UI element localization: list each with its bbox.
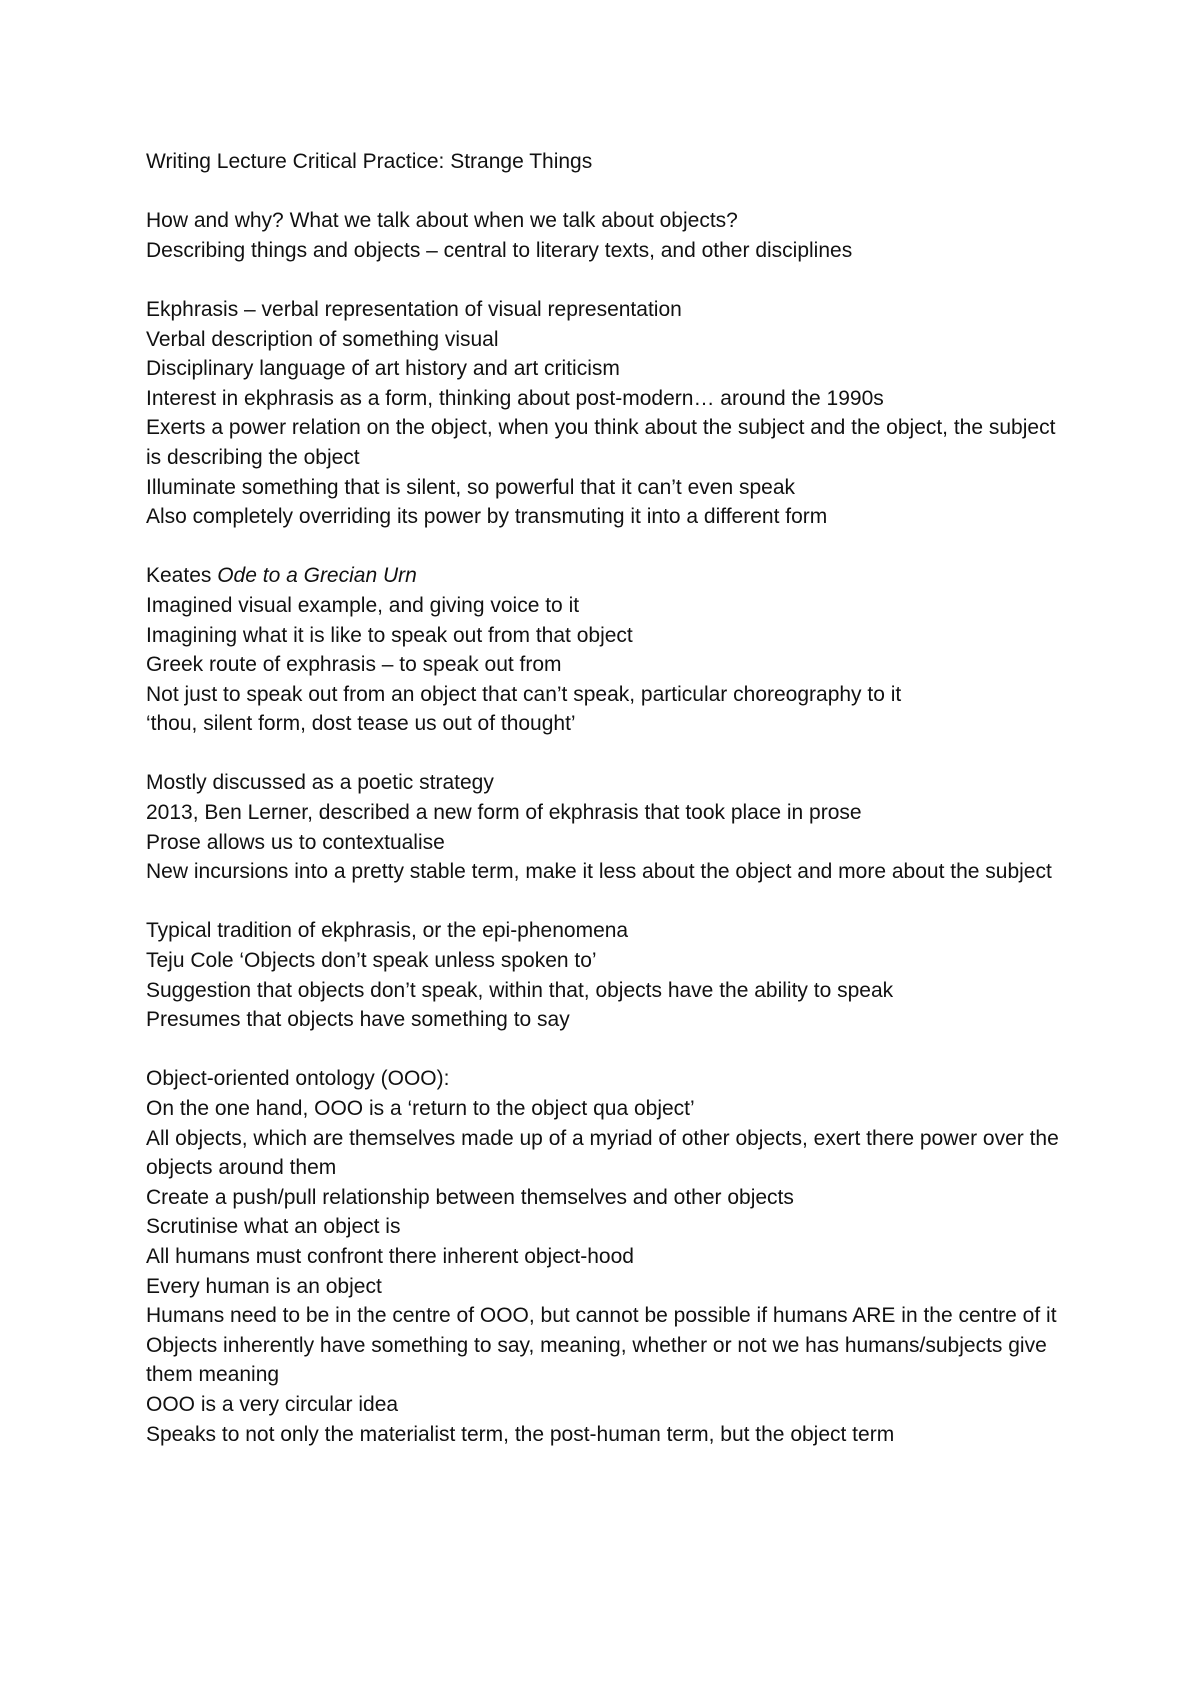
paragraph-line: Typical tradition of ekphrasis, or the epi-phenomena (146, 919, 629, 943)
paragraph-line: New incursions into a pretty stable term, make it less about the object and more about the subject (146, 860, 1052, 884)
paragraph-line: Illuminate something that is silent, so powerful that it can’t even speak (146, 475, 796, 499)
paragraph-line: Mostly discussed as a poetic strategy (146, 771, 494, 795)
document-title: Writing Lecture Critical Practice: Strange Things (146, 150, 593, 173)
paragraph-line: Imagined visual example, and giving voice to it (146, 593, 580, 617)
paragraph-line: Object-oriented ontology (OOO): (146, 1067, 450, 1091)
section-ekphrasis (146, 295, 1076, 532)
heading-author: Keates (146, 564, 218, 588)
section-intro (146, 206, 1076, 265)
document-body (146, 147, 1076, 1449)
paragraph-line: Objects inherently have something to say, meaning, whether or not we has humans/subjects give them meaning (146, 1333, 1047, 1387)
paragraph-line: Describing things and objects – central to literary texts, and other disciplines (146, 238, 853, 262)
paragraph-line: 2013, Ben Lerner, described a new form of ekphrasis that took place in prose (146, 801, 862, 825)
paragraph-line: Scrutinise what an object is (146, 1215, 401, 1239)
paragraph-line: ‘thou, silent form, dost tease us out of thought’ (146, 712, 576, 736)
paragraph-line: Exerts a power relation on the object, when you think about the subject and the object, the subject is describing the object (146, 416, 1056, 469)
section-ooo (146, 1064, 1076, 1449)
paragraph-line: On the one hand, OOO is a ‘return to the object qua object’ (146, 1097, 695, 1120)
paragraph-line: Also completely overriding its power by transmuting it into a different form (146, 505, 828, 529)
paragraph-line: Ekphrasis – verbal representation of visual representation (146, 297, 682, 321)
section-prose (146, 768, 1076, 886)
paragraph-line: Presumes that objects have something to say (146, 1008, 570, 1032)
paragraph-line: Interest in ekphrasis as a form, thinking about post-modern… around the 1990s (146, 386, 884, 410)
paragraph-line: Speaks to not only the materialist term, the post-human term, but the object term (146, 1422, 895, 1446)
paragraph-line: All humans must confront there inherent object-hood (146, 1244, 634, 1268)
paragraph-line: All objects, which are themselves made up of a myriad of other objects, exert there power over the objects around them (146, 1126, 1059, 1180)
paragraph-line: Prose allows us to contextualise (146, 830, 445, 854)
paragraph-line: Disciplinary language of art history and art criticism (146, 357, 620, 381)
paragraph-line: Create a push/pull relationship between themselves and other objects (146, 1185, 794, 1209)
paragraph-line: Every human is an object (146, 1274, 382, 1298)
paragraph-line: Teju Cole ‘Objects don’t speak unless spoken to’ (146, 949, 597, 973)
paragraph-line: Not just to speak out from an object that can’t speak, particular choreography to it (146, 682, 902, 706)
paragraph-line: Humans need to be in the centre of OOO, but cannot be possible if humans ARE in the centre of it (146, 1304, 1057, 1328)
section-heading (146, 561, 1076, 591)
paragraph-line: Imagining what it is like to speak out from that object (146, 623, 633, 647)
paragraph-line: Suggestion that objects don’t speak, within that, objects have the ability to speak (146, 978, 894, 1002)
section-keates (146, 561, 1076, 739)
heading-work-title: Ode to a Grecian Urn (217, 564, 417, 588)
paragraph-line: How and why? What we talk about when we talk about objects? (146, 209, 738, 233)
paragraph-line: Verbal description of something visual (146, 327, 499, 351)
paragraph-line: Greek route of exphrasis – to speak out from (146, 653, 562, 677)
section-tradition (146, 916, 1076, 1034)
paragraph-line: OOO is a very circular idea (146, 1392, 399, 1416)
